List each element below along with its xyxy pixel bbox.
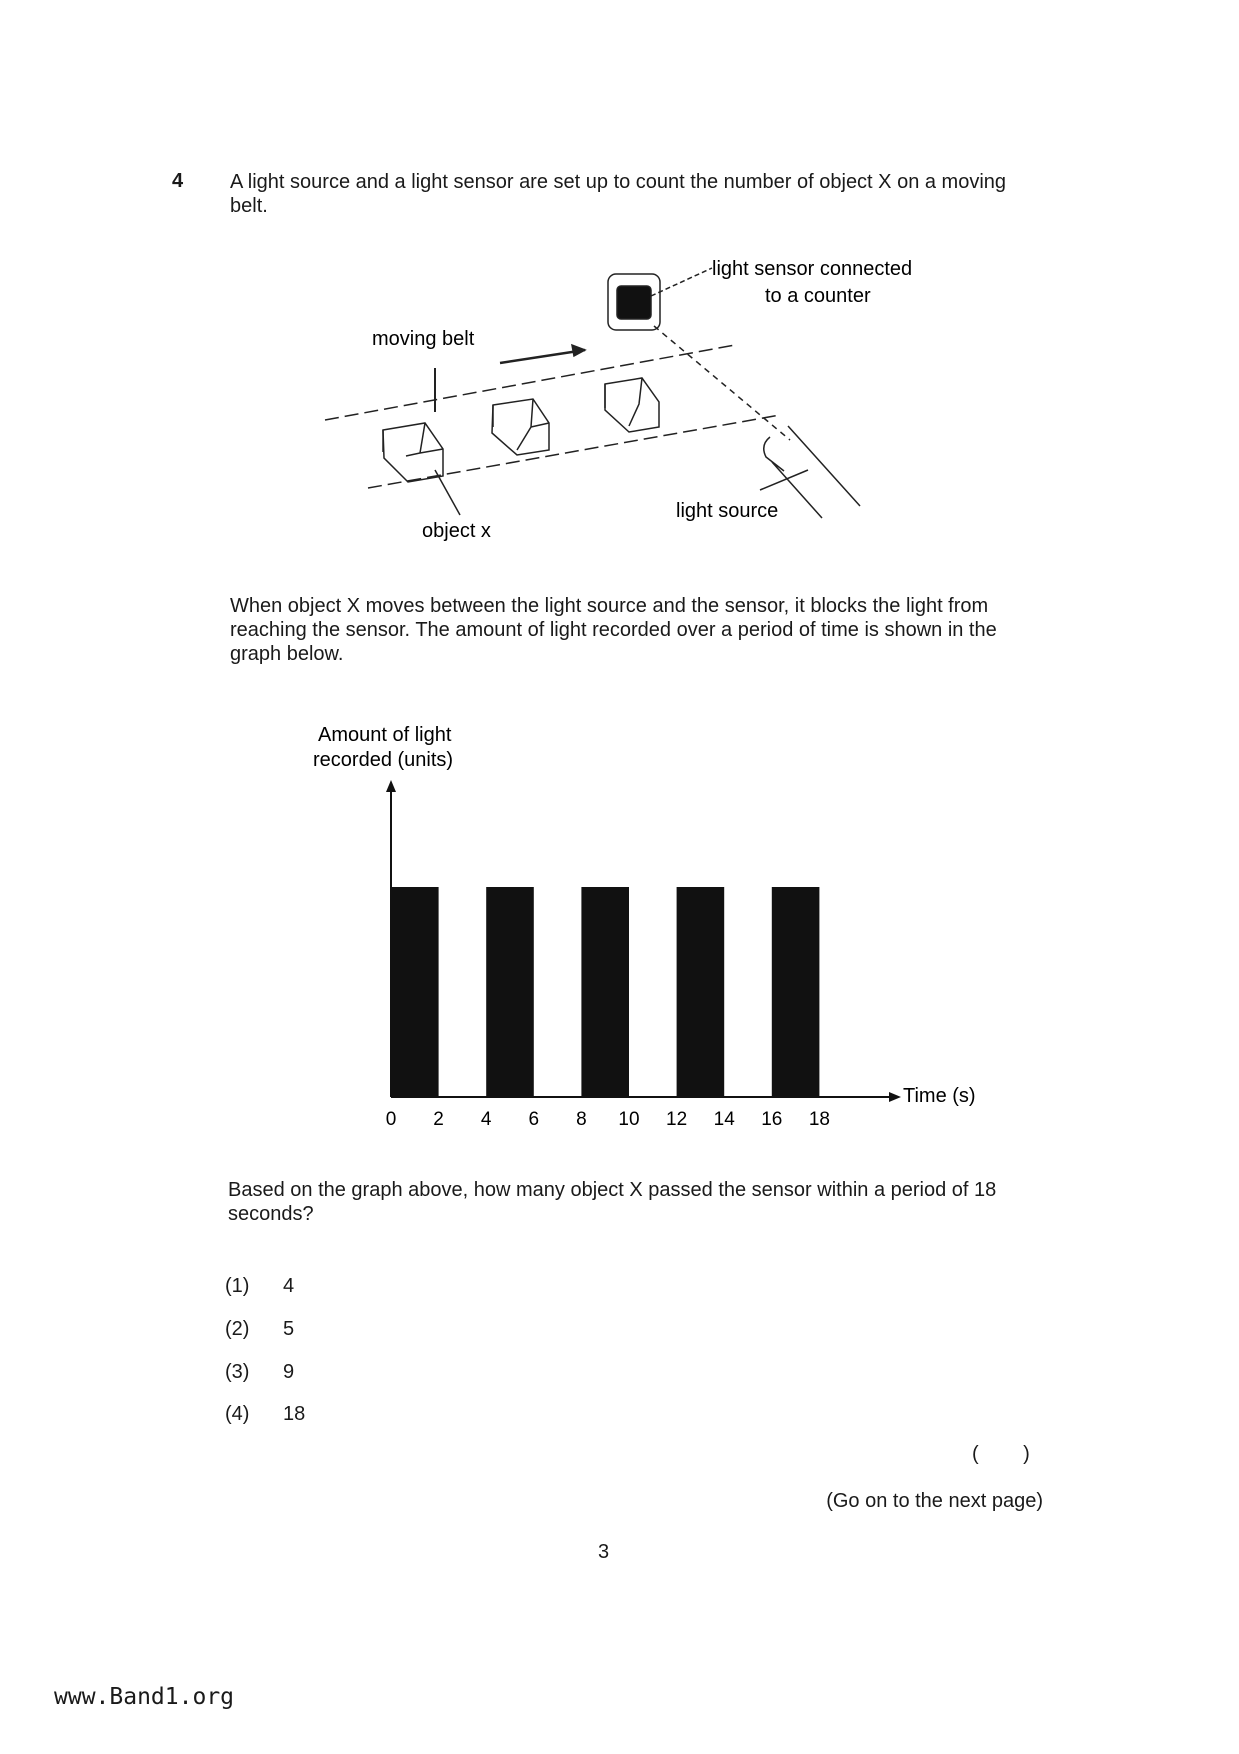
watermark: www.Band1.org bbox=[54, 1684, 235, 1710]
question-prompt: Based on the graph above, how many object X passed the sensor within a period of 18 seconds? bbox=[228, 1179, 997, 1225]
x-label: Time (s) bbox=[903, 1085, 976, 1107]
option-1-label[interactable]: (1) bbox=[225, 1275, 250, 1297]
option-2-value[interactable]: 5 bbox=[283, 1318, 295, 1340]
option-1-value[interactable]: 4 bbox=[283, 1275, 295, 1297]
y-label-line2: recorded (units) bbox=[313, 749, 454, 771]
object-x-3 bbox=[605, 378, 659, 432]
object-x-2 bbox=[492, 399, 549, 455]
x-tick-label: 10 bbox=[618, 1109, 640, 1130]
x-tick-label: 6 bbox=[528, 1109, 540, 1130]
sensor-label-1: light sensor connected bbox=[712, 258, 913, 280]
object-label: object x bbox=[422, 520, 491, 542]
x-tick-label: 12 bbox=[666, 1109, 688, 1130]
sensor-label-2: to a counter bbox=[765, 285, 871, 307]
bar-16-18 bbox=[772, 887, 820, 1097]
question-number: 4 bbox=[172, 170, 184, 192]
bar-12-14 bbox=[677, 887, 725, 1097]
belt-label: moving belt bbox=[372, 328, 475, 350]
direction-arrowhead bbox=[572, 345, 585, 356]
option-4-value[interactable]: 18 bbox=[283, 1403, 306, 1425]
x-tick-label: 2 bbox=[433, 1109, 444, 1130]
bar-8-10 bbox=[581, 887, 629, 1097]
bar-0-2 bbox=[391, 887, 439, 1097]
x-tick-label: 0 bbox=[385, 1109, 397, 1130]
direction-arrow bbox=[500, 350, 585, 363]
object-x-1 bbox=[383, 423, 443, 482]
belt-edge-top bbox=[325, 345, 735, 420]
y-label-line1: Amount of light bbox=[318, 724, 452, 746]
next-page-note: (Go on to the next page) bbox=[826, 1490, 1043, 1512]
light-chart bbox=[0, 700, 1239, 1140]
source-label: light source bbox=[676, 500, 779, 522]
bar-4-6 bbox=[486, 887, 534, 1097]
x-tick-label: 18 bbox=[808, 1109, 830, 1130]
option-2-label[interactable]: (2) bbox=[225, 1318, 250, 1340]
y-axis-arrowhead bbox=[386, 780, 396, 792]
option-3-value[interactable]: 9 bbox=[283, 1361, 295, 1383]
x-tick-label: 16 bbox=[761, 1109, 783, 1130]
option-4-label[interactable]: (4) bbox=[225, 1403, 250, 1425]
sensor-icon bbox=[617, 286, 651, 319]
belt-diagram bbox=[0, 0, 1239, 560]
question-intro: A light source and a light sensor are set up to count the number of object X on a moving belt. bbox=[230, 171, 1007, 217]
x-axis-arrowhead bbox=[889, 1092, 901, 1102]
page-number: 3 bbox=[598, 1541, 610, 1563]
answer-bracket[interactable]: ( ) bbox=[972, 1443, 1030, 1465]
option-3-label[interactable]: (3) bbox=[225, 1361, 250, 1383]
description: When object X moves between the light source and the sensor, it blocks the light from reaching the sensor. The amount of light recorded over a period of time is shown in the graph below. bbox=[230, 595, 997, 665]
x-tick-label: 4 bbox=[480, 1109, 492, 1130]
light-beam bbox=[654, 326, 790, 440]
x-tick-label: 14 bbox=[713, 1109, 735, 1130]
x-tick-label: 8 bbox=[576, 1109, 587, 1130]
